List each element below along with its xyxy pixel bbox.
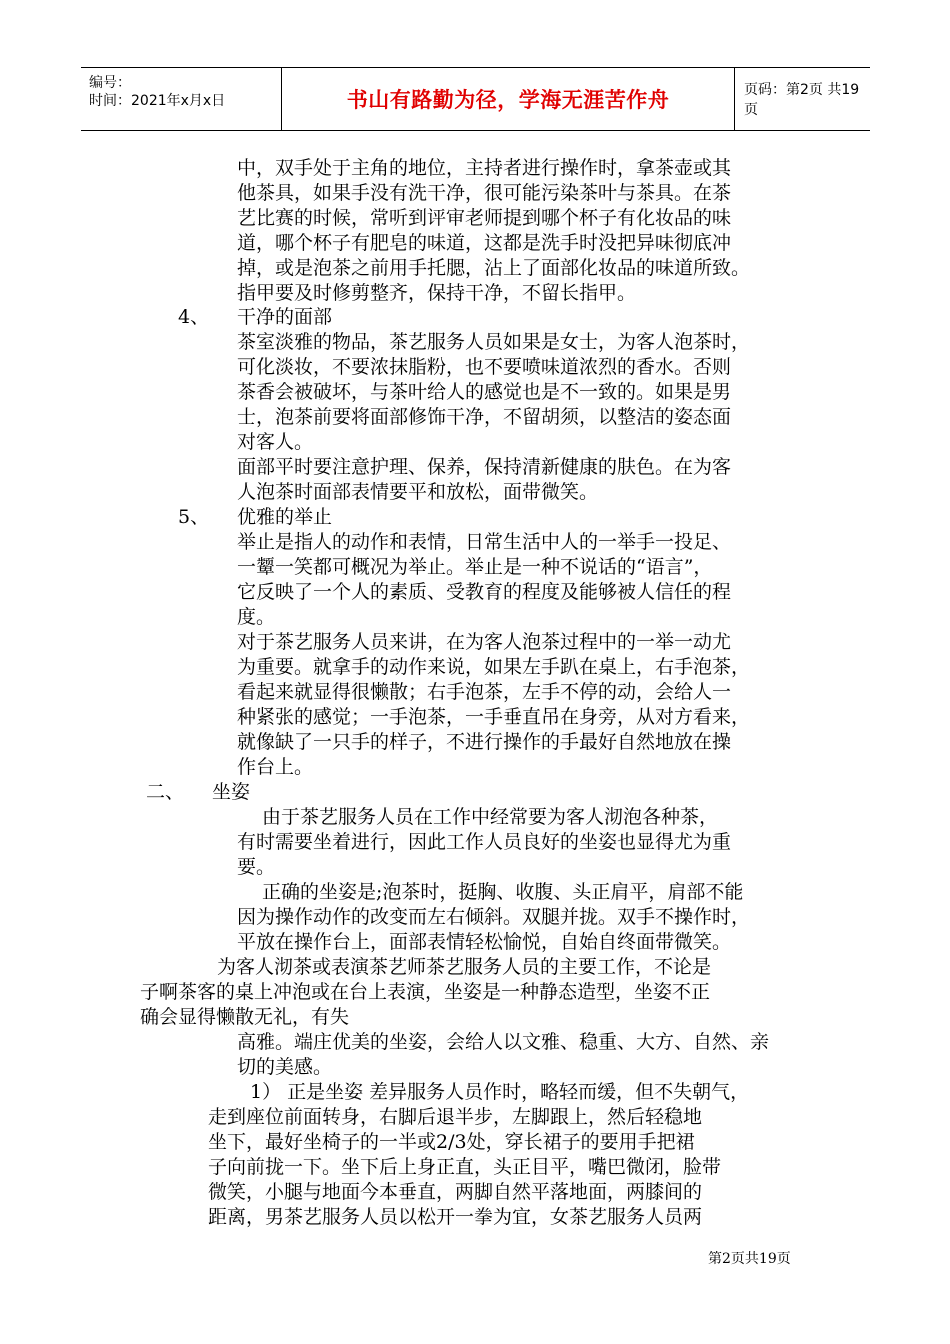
text-line: 走到座位前面转身，右脚后退半步，左脚跟上，然后轻稳地 (208, 1106, 703, 1128)
text-line: 茶室淡雅的物品，茶艺服务人员如果是女士，为客人泡茶时， (237, 331, 751, 353)
text-line: 为客人沏茶或表演茶艺师茶艺服务人员的主要工作，不论是 (217, 956, 712, 978)
text-line: 看起来就显得很懒散；右手泡茶，左手不停的动，会给人一 (237, 681, 732, 703)
text-line: 微笑，小腿与地面今本垂直，两脚自然平落地面，两膝间的 (208, 1181, 703, 1203)
text-line: 士，泡茶前要将面部修饰干净，不留胡须，以整洁的姿态面 (237, 406, 732, 428)
section-title: 优雅的举止 (237, 506, 333, 528)
code-label: 编号： (89, 75, 131, 91)
text-line: 中，双手处于主角的地位，主持者进行操作时，拿茶壶或其 (237, 157, 732, 179)
page-header (81, 67, 870, 131)
page-footer: 第2页共19页 (708, 1251, 791, 1267)
text-line: 子啊茶客的桌上冲泡或在台上表演，坐姿是一种静态造型，坐姿不正 (140, 981, 711, 1003)
text-line: 面部平时要注意护理、保养，保持清新健康的肤色。在为客 (237, 456, 732, 478)
text-line: 1） 正是坐姿 差异服务人员作时，略轻而缓，但不失朝气， (250, 1081, 750, 1103)
text-line: 高雅。端庄优美的坐姿，会给人以文雅、稳重、大方、自然、亲 (237, 1031, 770, 1053)
text-line: 切的美感。 (237, 1056, 333, 1078)
text-line: 坐下，最好坐椅子的一半或2/3处，穿长裙子的要用手把裙 (208, 1131, 695, 1153)
header-page (734, 68, 870, 130)
text-line: 有时需要坐着进行，因此工作人员良好的坐姿也显得尤为重 (237, 831, 732, 853)
text-line: 要。 (237, 856, 276, 878)
text-line: 他茶具，如果手没有洗干净，很可能污染茶叶与茶具。在茶 (237, 182, 732, 204)
text-line: 茶香会被破坏，与茶叶给人的感觉也是不一致的。如果是男 (237, 381, 732, 403)
section-number: 二、 (146, 781, 185, 803)
text-line: 由于茶艺服务人员在工作中经常要为客人沏泡各种茶， (262, 806, 719, 828)
text-line: 度。 (237, 606, 276, 628)
text-line: 掉，或是泡茶之前用手托腮，沾上了面部化妆品的味道所致。 (237, 257, 751, 279)
text-line: 种紧张的感觉；一手泡茶，一手垂直吊在身旁，从对方看来， (237, 706, 751, 728)
text-line: 人泡茶时面部表情要平和放松，面带微笑。 (237, 481, 599, 503)
text-line: 作台上。 (237, 756, 314, 778)
text-line: 对于茶艺服务人员来讲，在为客人泡茶过程中的一举一动尤 (237, 631, 732, 653)
text-line: 就像缺了一只手的样子，不进行操作的手最好自然地放在操 (237, 731, 732, 753)
text-line: 为重要。就拿手的动作来说，如果左手趴在桌上，右手泡茶， (237, 656, 751, 678)
text-line: 举止是指人的动作和表情，日常生活中人的一举手一投足、 (237, 531, 732, 553)
text-line: 可化淡妆，不要浓抹脂粉，也不要喷味道浓烈的香水。否则 (237, 356, 732, 378)
text-line: 指甲要及时修剪整齐，保持干净，不留长指甲。 (237, 282, 637, 304)
text-line: 艺比赛的时候，常听到评审老师提到哪个杯子有化妆品的味 (237, 207, 732, 229)
motto: 书山有路勤为径，学海无涯苦作舟 (346, 88, 670, 112)
section-number: 4、 (178, 306, 210, 328)
text-line: 一颦一笑都可概况为举止。举止是一种不说话的“语言”， (237, 556, 713, 578)
text-line: 它反映了一个人的素质、受教育的程度及能够被人信任的程 (237, 581, 732, 603)
text-line: 正确的坐姿是;泡茶时，挺胸、收腹、头正肩平，肩部不能 (262, 881, 744, 903)
text-line: 因为操作动作的改变而左右倾斜。双腿并拢。双手不操作时， (237, 906, 751, 928)
text-line: 对客人。 (237, 431, 314, 453)
text-line: 道，哪个杯子有肥皂的味道，这都是洗手时没把异味彻底冲 (237, 232, 732, 254)
time-label: 时间：2021年x月x日 (89, 93, 226, 109)
text-line: 平放在操作台上，面部表情轻松愉悦，自始自终面带微笑。 (237, 931, 732, 953)
text-line: 确会显得懒散无礼，有失 (140, 1006, 350, 1028)
page-label: 页码：第2页 共19页 (744, 82, 860, 118)
section-title: 干净的面部 (237, 306, 333, 328)
text-line: 子向前拢一下。坐下后上身正直，头正目平，嘴巴微闭，脸带 (208, 1156, 722, 1178)
section-title: 坐姿 (212, 781, 251, 803)
header-meta (81, 68, 281, 130)
header-motto-cell (281, 68, 735, 130)
text-line: 距离，男茶艺服务人员以松开一拳为宜，女茶艺服务人员两 (208, 1206, 703, 1228)
section-number: 5、 (178, 506, 210, 528)
